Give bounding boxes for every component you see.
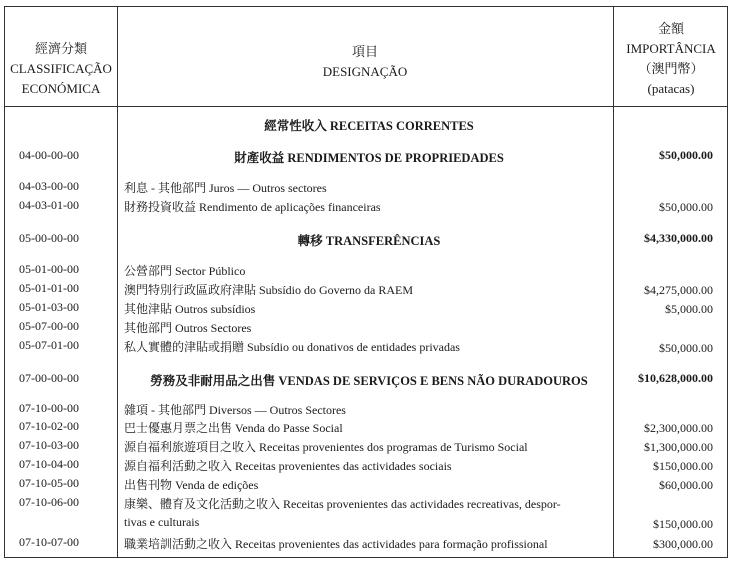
header-amount-currency-pt: (patacas) bbox=[647, 81, 695, 96]
row-amount: $150,000.00 bbox=[653, 459, 713, 473]
row-code: 07-10-03-00 bbox=[19, 438, 79, 452]
section-heading: 轉移 TRANSFERÊNCIAS bbox=[297, 234, 441, 248]
row-code: 07-10-00-00 bbox=[19, 401, 79, 415]
row-code: 07-00-00-00 bbox=[19, 371, 79, 385]
row-code: 05-07-01-00 bbox=[19, 338, 79, 352]
row-code: 07-10-02-00 bbox=[19, 419, 79, 433]
row-designation: 康樂、體育及文化活動之收入 Receitas provenientes das actividades recreativas, despor- bbox=[124, 497, 561, 511]
row-designation: 公營部門 Sector Público bbox=[124, 264, 246, 278]
row-amount: $4,330,000.00 bbox=[644, 231, 713, 245]
row-designation: 雜項 - 其他部門 Diversos — Outros Sectores bbox=[124, 403, 346, 417]
header-amount-zh: 金額 bbox=[657, 21, 684, 36]
header-amount-pt: IMPORTÂNCIA bbox=[626, 41, 716, 56]
row-designation: 私人實體的津貼或捐贈 Subsídio ou donativos de entidades privadas bbox=[124, 340, 460, 354]
row-designation: 其他津貼 Outros subsídios bbox=[124, 302, 256, 316]
row-designation: 其他部門 Outros Sectores bbox=[124, 321, 252, 335]
row-designation: 出售刊物 Venda de edições bbox=[124, 478, 259, 492]
row-code: 05-01-01-00 bbox=[19, 281, 79, 295]
row-code: 07-10-07-00 bbox=[19, 535, 79, 549]
row-code: 05-07-00-00 bbox=[19, 319, 79, 333]
row-designation-continued: tivas e culturais bbox=[124, 515, 200, 529]
row-designation: 巴士優惠月票之出售 Venda do Passe Social bbox=[124, 421, 343, 435]
row-amount: $50,000.00 bbox=[659, 341, 713, 355]
row-code: 05-01-03-00 bbox=[19, 300, 79, 314]
header-classification bbox=[5, 39, 117, 99]
row-code: 05-01-00-00 bbox=[19, 262, 79, 276]
column-divider bbox=[117, 7, 118, 557]
row-amount: $10,628,000.00 bbox=[638, 371, 713, 385]
row-amount: $5,000.00 bbox=[665, 302, 713, 316]
section-heading: 財產收益 RENDIMENTOS DE PROPRIEDADES bbox=[234, 151, 504, 165]
row-code: 04-00-00-00 bbox=[19, 148, 79, 162]
row-designation: 源自福利活動之收入 Receitas provenientes das actividades sociais bbox=[124, 459, 452, 473]
header-designation-zh: 項目 bbox=[351, 44, 378, 59]
row-amount: $50,000.00 bbox=[659, 148, 713, 162]
header-classification-zh: 經濟分類 bbox=[34, 41, 87, 56]
row-designation: 源自福利旅遊項目之收入 Receitas provenientes dos programas de Turismo Social bbox=[124, 440, 528, 454]
row-code: 07-10-06-00 bbox=[19, 495, 79, 509]
table-title: 經常性收入 RECEITAS CORRENTES bbox=[264, 119, 474, 133]
row-code: 04-03-00-00 bbox=[19, 179, 79, 193]
header-classification-pt2: ECONÓMICA bbox=[21, 81, 101, 96]
row-amount: $1,300,000.00 bbox=[644, 440, 713, 454]
row-designation: 財務投資收益 Rendimento de aplicações financeiras bbox=[124, 200, 381, 214]
row-code: 07-10-04-00 bbox=[19, 457, 79, 471]
header-designation bbox=[117, 42, 613, 82]
row-amount: $2,300,000.00 bbox=[644, 421, 713, 435]
row-code: 05-00-00-00 bbox=[19, 231, 79, 245]
section-heading: 勞務及非耐用品之出售 VENDAS DE SERVIÇOS E BENS NÃO DURADOUROS bbox=[150, 374, 588, 388]
row-designation: 利息 - 其他部門 Juros — Outros sectores bbox=[124, 181, 327, 195]
header-divider bbox=[5, 106, 727, 107]
revenue-table bbox=[4, 6, 728, 558]
row-code: 07-10-05-00 bbox=[19, 476, 79, 490]
header-amount bbox=[613, 19, 729, 99]
header-designation-pt: DESIGNAÇÃO bbox=[322, 64, 408, 79]
row-amount: $60,000.00 bbox=[659, 478, 713, 492]
row-amount: $4,275,000.00 bbox=[644, 283, 713, 297]
row-code: 04-03-01-00 bbox=[19, 198, 79, 212]
row-designation: 澳門特別行政區政府津貼 Subsídio do Governo da RAEM bbox=[124, 283, 413, 297]
row-amount: $300,000.00 bbox=[653, 537, 713, 551]
row-amount: $50,000.00 bbox=[659, 200, 713, 214]
row-amount: $150,000.00 bbox=[653, 517, 713, 531]
header-classification-pt: CLASSIFICAÇÃO bbox=[10, 61, 112, 76]
row-designation: 職業培訓活動之收入 Receitas provenientes das actividades para formação profissional bbox=[124, 537, 548, 551]
header-amount-currency-zh: （澳門幣） bbox=[638, 61, 704, 76]
